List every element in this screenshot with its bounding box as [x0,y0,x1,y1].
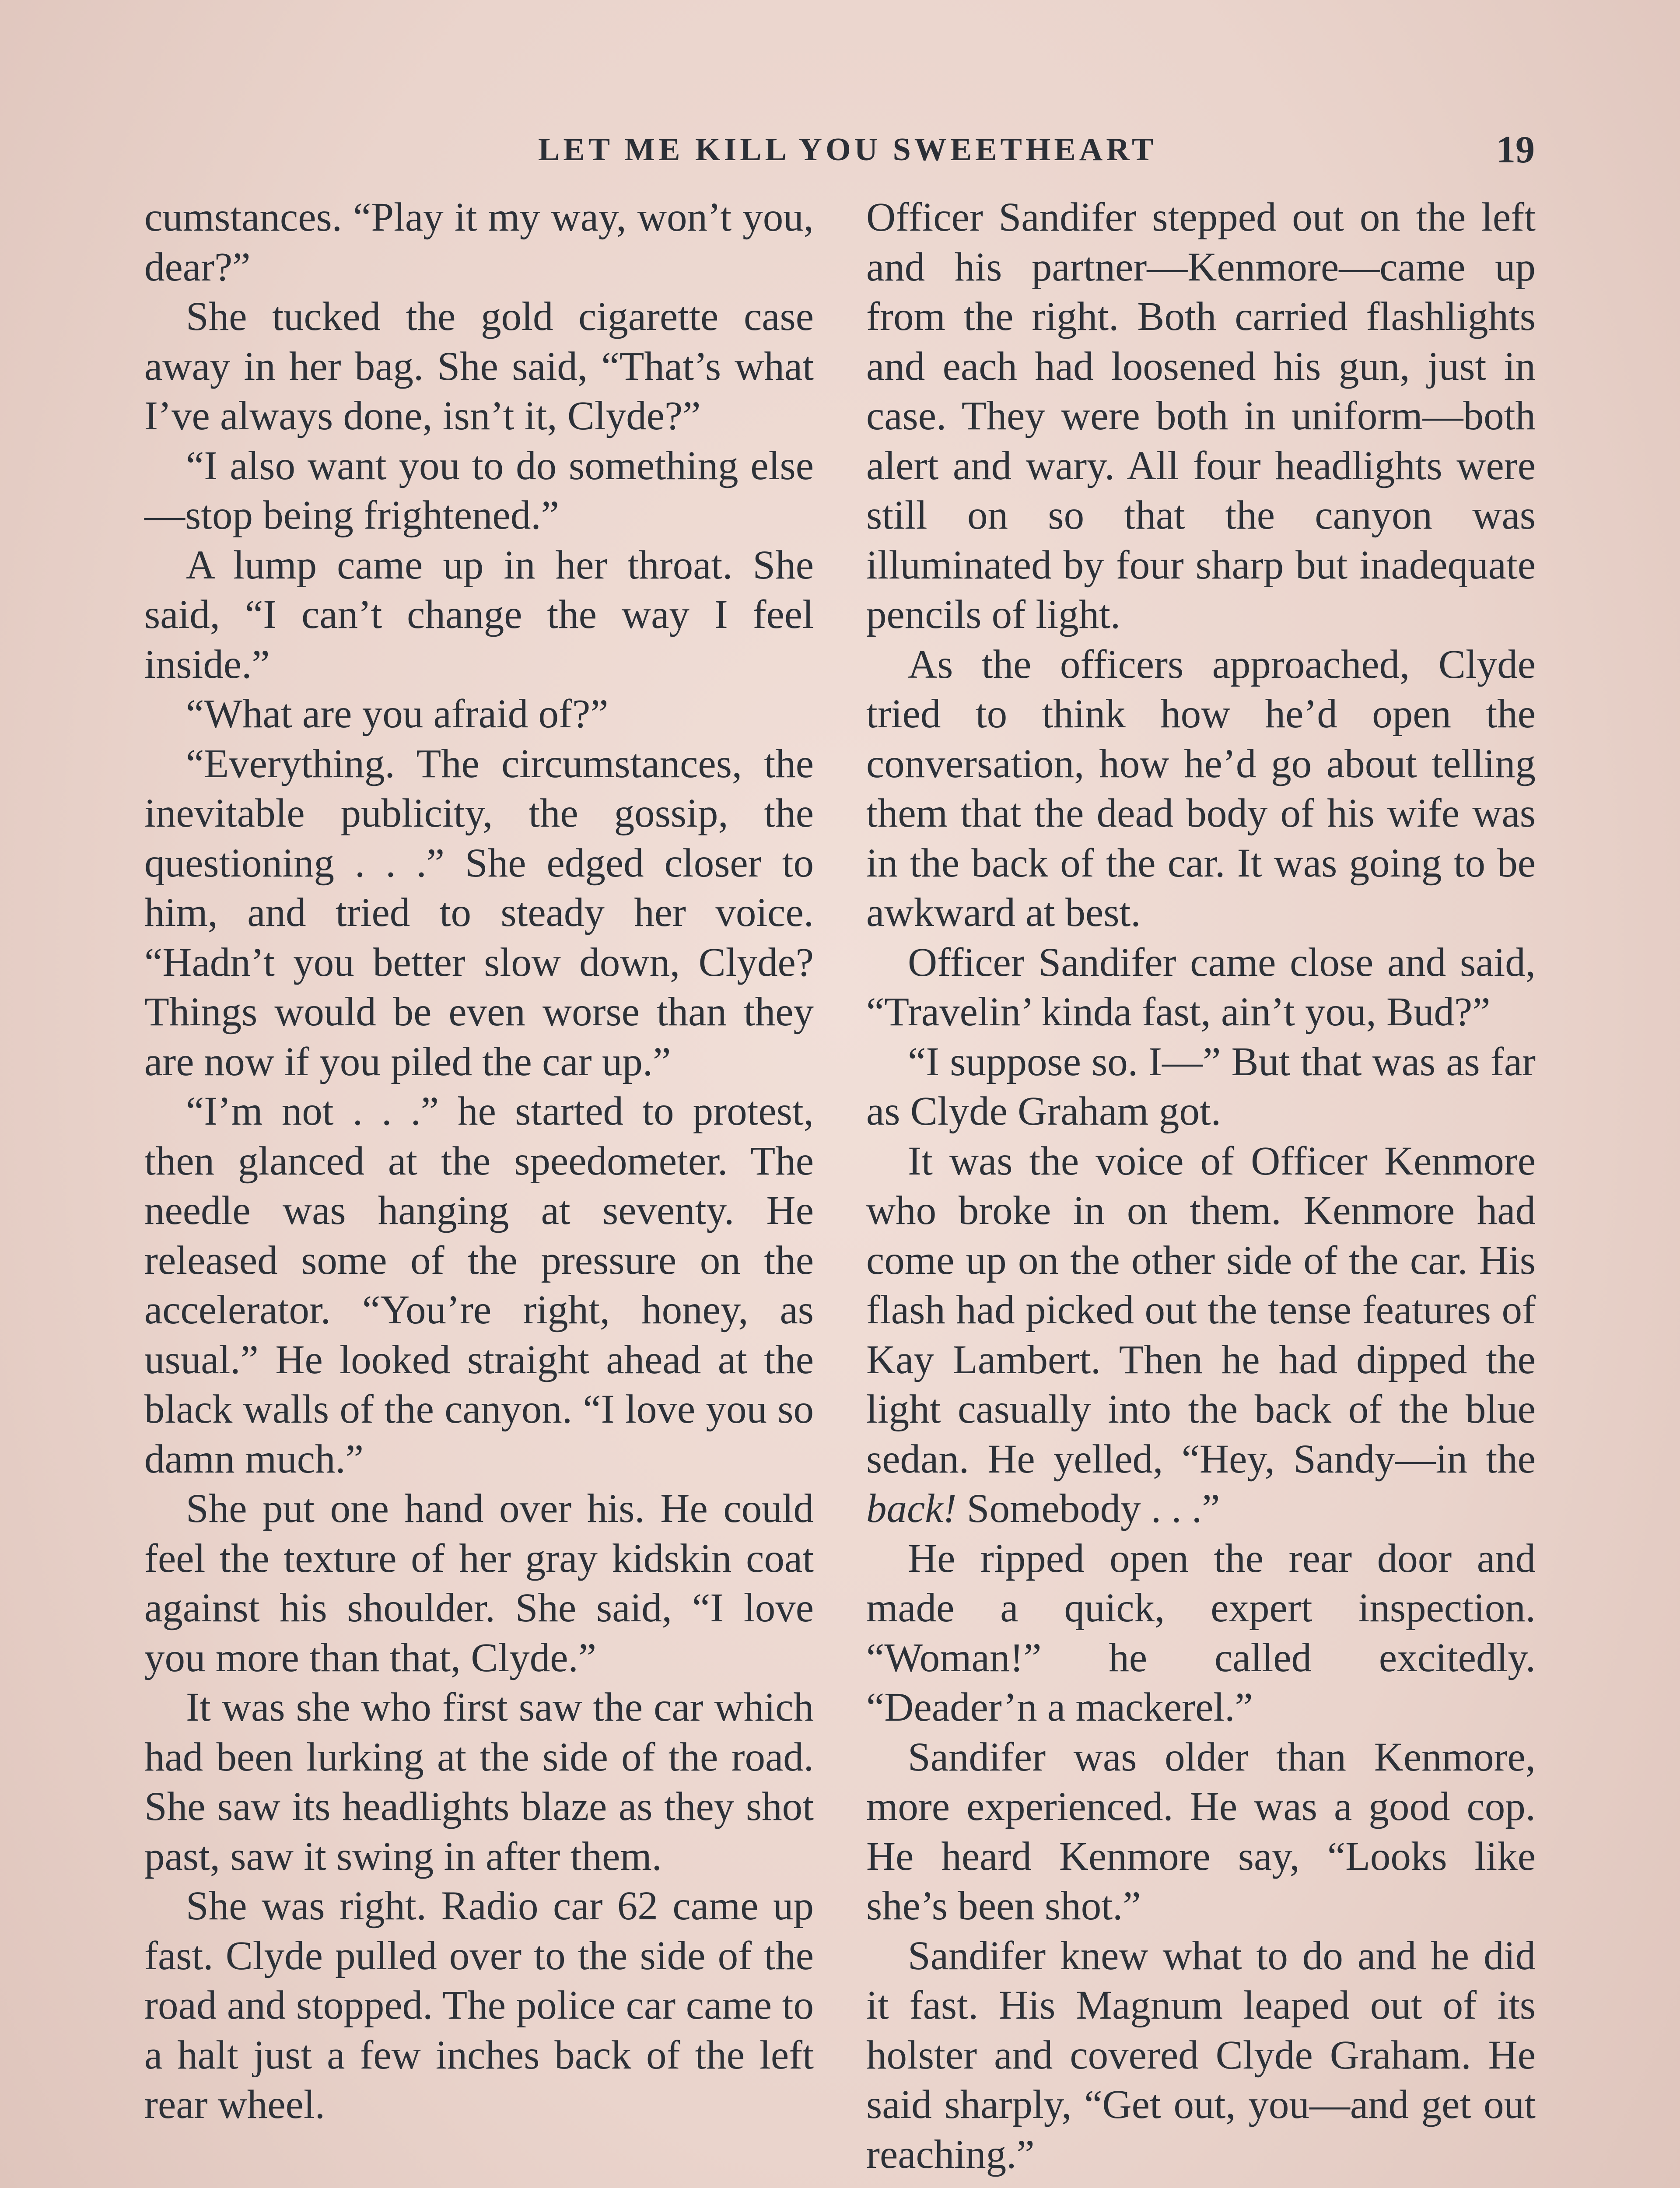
right-column [866,193,1536,2179]
paragraph-tail: Somebody . . .” [956,1486,1220,1531]
paragraph: cumstances. “Play it my way, won’t you, dear?” [144,195,814,290]
paragraph: She was right. Radio car 62 came up fast. Clyde pulled over to the side of the road and stopped. The police car came to a halt just a few inches back of the left rear wheel. [144,1883,814,2127]
paragraph: She tucked the gold cigarette case away in her bag. She said, “That’s what I’ve always done, isn’t it, Clyde?” [144,294,814,438]
paragraph: Officer Sandifer came close and said, “Travelin’ kinda fast, ain’t you, Bud?” [866,940,1536,1034]
paragraph-with-italic [866,1136,1536,1534]
paragraph: Officer Sandifer stepped out on the left and his partner—Kenmore—came up from the right. Both carried flashlights and each had loosened his gun, just in case. They were both in uniform—both alert and wary. All four headlights were still on so that the canyon was illuminated by four sharp but inadequate pencils of light. [866,195,1536,637]
paragraph: She put one hand over his. He could feel the texture of her gray kidskin coat against his shoulder. She said, “I love you more than that, Clyde.” [144,1486,814,1680]
paragraph: “Everything. The circumstances, the inevitable publicity, the gossip, the questioning . . .” She edged closer to him, and tried to steady her voice. “Hadn’t you better slow down, Clyde? Things would be even worse than they are now if you piled the car up.” [144,741,814,1084]
italic-emphasis: back! [866,1486,957,1531]
paragraph: Sandifer knew what to do and he did it fast. His Magnum leaped out of its holster and covered Clyde Graham. He said sharply, “Get out, you—and get out reaching.” [866,1933,1536,2177]
paragraph: “What are you afraid of?” [186,691,609,736]
paragraph: “I also want you to do something else—stop being frightened.” [144,443,814,538]
paragraph: “I’m not . . .” he started to protest, then glanced at the speedometer. The needle was hanging at seventy. He released some of the pressure on the accelerator. “You’re right, honey, as usual.” He looked straight ahead at the black walls of the canyon. “I love you so damn much.” [144,1089,814,1482]
page-number: 19 [1496,129,1535,171]
paragraph: It was she who first saw the car which had been lurking at the side of the road. She saw its headlights blaze as they shot past, saw it swing in after them. [144,1685,814,1879]
paragraph: As the officers approached, Clyde tried to think how he’d open the conversation, how he’d go about telling them that the dead body of his wife was in the back of the car. It was going to be awkward at best. [866,642,1536,935]
paragraph: “I suppose so. I—” But that was as far as Clyde Graham got. [866,1039,1536,1134]
paragraph: He ripped open the rear door and made a quick, expert inspection. “Woman!” he called excitedly. “Deader’n a mackerel.” [866,1536,1536,1730]
running-title: LET ME KILL YOU SWEETHEART [538,132,1157,168]
running-head [0,131,1680,179]
paragraph-text: It was the voice of Officer Kenmore who broke in on them. Kenmore had come up on the other side of the car. His flash had picked out the tense features of Kay Lambert. Then he had dipped the light casually into the back of the blue sedan. He yelled, “Hey, Sandy—in the [866,1138,1536,1482]
paragraph: A lump came up in her throat. She said, “I can’t change the way I feel inside.” [144,542,814,687]
paragraph: Sandifer was older than Kenmore, more experienced. He was a good cop. He heard Kenmore say, “Looks like she’s been shot.” [866,1734,1536,1929]
left-column [144,193,814,2130]
